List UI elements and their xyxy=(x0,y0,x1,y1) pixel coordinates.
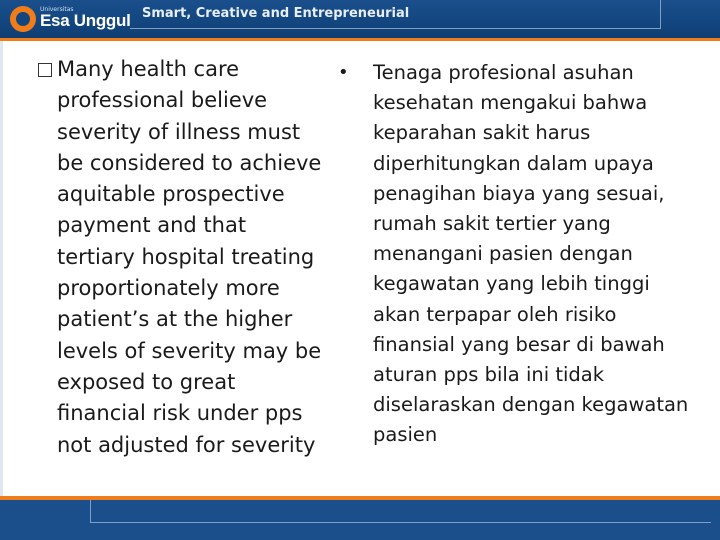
footer-frame-line xyxy=(90,500,711,523)
english-text-block xyxy=(38,54,328,461)
logo-name: Esa Unggul xyxy=(40,11,131,30)
bullet-icon: • xyxy=(338,62,349,83)
header-accent-line xyxy=(0,38,720,41)
left-rule xyxy=(0,41,3,496)
indonesian-text-block xyxy=(338,58,698,451)
tagline: Smart, Creative and Entrepreneurial xyxy=(142,6,410,21)
indonesian-paragraph: Tenaga profesional asuhan kesehatan mengakui bahwa keparahan sakit harus diperhitungkan dalam upaya penagihan biaya yang sesuai, rumah sakit tertier yang menangani pasien dengan kegawatan yang lebih tinggi akan terpapar oleh risiko finansial yang besar di bawah aturan pps bila ini tidak diselaraskan dengan kegawatan pasien xyxy=(373,61,689,447)
logo-small-text: Universitas xyxy=(40,6,74,13)
english-paragraph: Many health care professional believe severity of illness must be considered to achieve aquitable prospective payment and that tertiary hospital treating proportionately more patient’s at the higher levels of severity may be exposed to great financial risk under pps not adjusted for severity xyxy=(57,57,322,457)
logo-emblem-icon xyxy=(10,6,36,32)
box-bullet-icon xyxy=(38,63,52,77)
header-bar xyxy=(0,0,720,38)
